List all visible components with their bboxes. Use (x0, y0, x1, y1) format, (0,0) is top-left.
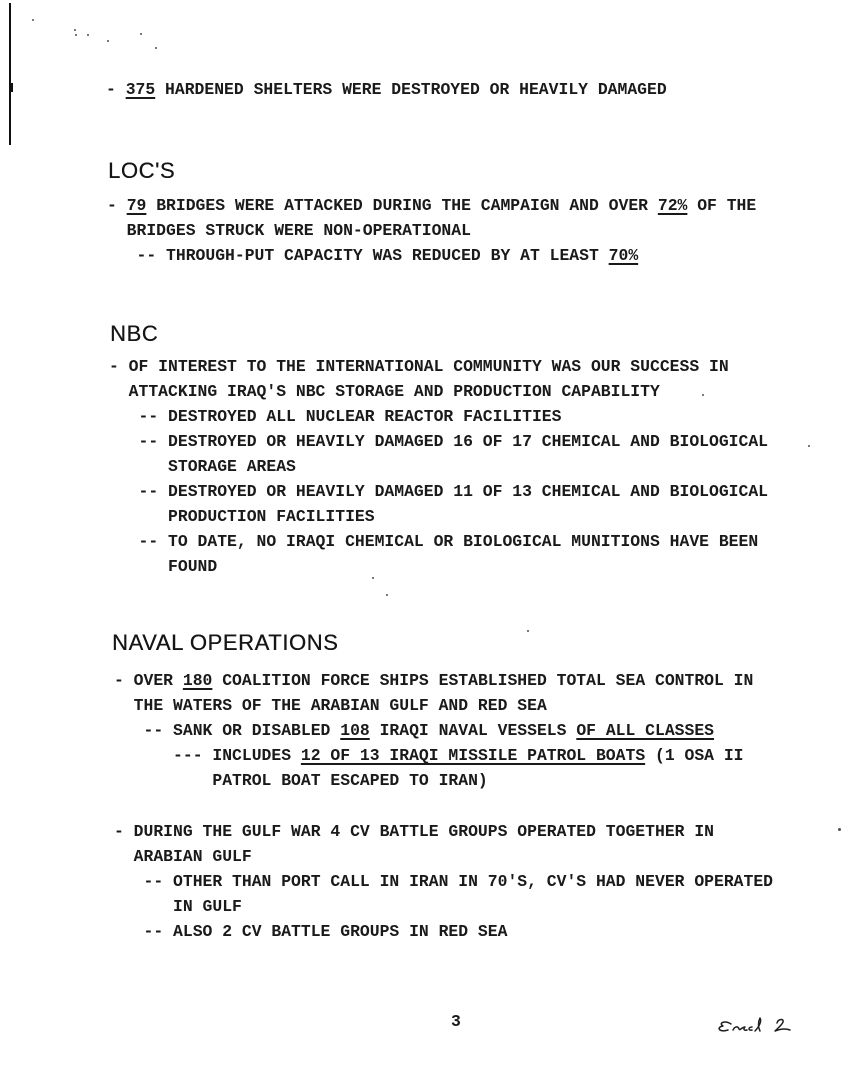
scan-speck (140, 33, 142, 35)
scan-speck (838, 828, 841, 831)
doc-line: PATROL BOAT ESCAPED TO IRAN) (114, 771, 488, 790)
section-heading-naval: NAVAL OPERATIONS (112, 630, 339, 655)
doc-line: PRODUCTION FACILITIES (109, 507, 375, 526)
paragraph-naval-body-2 (114, 819, 773, 944)
doc-line: -- TO DATE, NO IRAQI CHEMICAL OR BIOLOGICAL MUNITIONS HAVE BEEN (109, 532, 759, 551)
doc-line: --- INCLUDES 12 OF 13 IRAQI MISSILE PATROL BOATS (1 OSA II (114, 746, 744, 765)
doc-line: ARABIAN GULF (114, 847, 252, 866)
scan-edge-line-blob (11, 83, 13, 92)
doc-line: - OVER 180 COALITION FORCE SHIPS ESTABLISHED TOTAL SEA CONTROL IN (114, 671, 754, 690)
doc-line: THE WATERS OF THE ARABIAN GULF AND RED SEA (114, 696, 547, 715)
scan-speck (75, 34, 77, 36)
doc-line: -- OTHER THAN PORT CALL IN IRAN IN 70'S, CV'S HAD NEVER OPERATED (114, 872, 774, 891)
paragraph-nbc-body (109, 354, 768, 579)
section-heading-nbc: NBC (110, 321, 159, 346)
scan-speck (87, 34, 89, 36)
doc-line: -- SANK OR DISABLED 108 IRAQI NAVAL VESSELS OF ALL CLASSES (114, 721, 715, 740)
doc-line: BRIDGES STRUCK WERE NON-OPERATIONAL (107, 221, 471, 240)
scan-speck (74, 29, 76, 31)
doc-line: -- DESTROYED OR HEAVILY DAMAGED 16 OF 17 CHEMICAL AND BIOLOGICAL (109, 432, 769, 451)
scan-speck (386, 594, 388, 596)
section-heading-locs: LOC'S (108, 158, 176, 183)
doc-line: -- ALSO 2 CV BATTLE GROUPS IN RED SEA (114, 922, 508, 941)
doc-line: - 79 BRIDGES WERE ATTACKED DURING THE CAMPAIGN AND OVER 72% OF THE (107, 196, 757, 215)
doc-line: - 375 HARDENED SHELTERS WERE DESTROYED OR HEAVILY DAMAGED (106, 80, 667, 99)
paragraph-locs-body (107, 193, 756, 268)
scan-speck (808, 445, 810, 447)
scan-speck (527, 630, 529, 632)
doc-line: -- DESTROYED OR HEAVILY DAMAGED 11 OF 13 CHEMICAL AND BIOLOGICAL (109, 482, 769, 501)
doc-line: IN GULF (114, 897, 242, 916)
page-number: 3 (451, 1012, 461, 1031)
paragraph-naval-body-1 (114, 668, 753, 793)
doc-line: FOUND (109, 557, 218, 576)
doc-line: ATTACKING IRAQ'S NBC STORAGE AND PRODUCTION CAPABILITY (109, 382, 660, 401)
doc-line: - OF INTEREST TO THE INTERNATIONAL COMMUNITY WAS OUR SUCCESS IN (109, 357, 729, 376)
doc-line: -- THROUGH-PUT CAPACITY WAS REDUCED BY AT LEAST 70% (107, 246, 639, 265)
scan-speck (107, 40, 109, 42)
scan-edge-line (9, 3, 12, 145)
scan-speck (32, 19, 34, 21)
doc-line: - DURING THE GULF WAR 4 CV BATTLE GROUPS OPERATED TOGETHER IN (114, 822, 714, 841)
doc-line: STORAGE AREAS (109, 457, 296, 476)
scan-speck (155, 47, 157, 49)
handwritten-encl-annotation (714, 1014, 806, 1048)
doc-line: -- DESTROYED ALL NUCLEAR REACTOR FACILITIES (109, 407, 562, 426)
paragraph-shelters (106, 77, 667, 102)
